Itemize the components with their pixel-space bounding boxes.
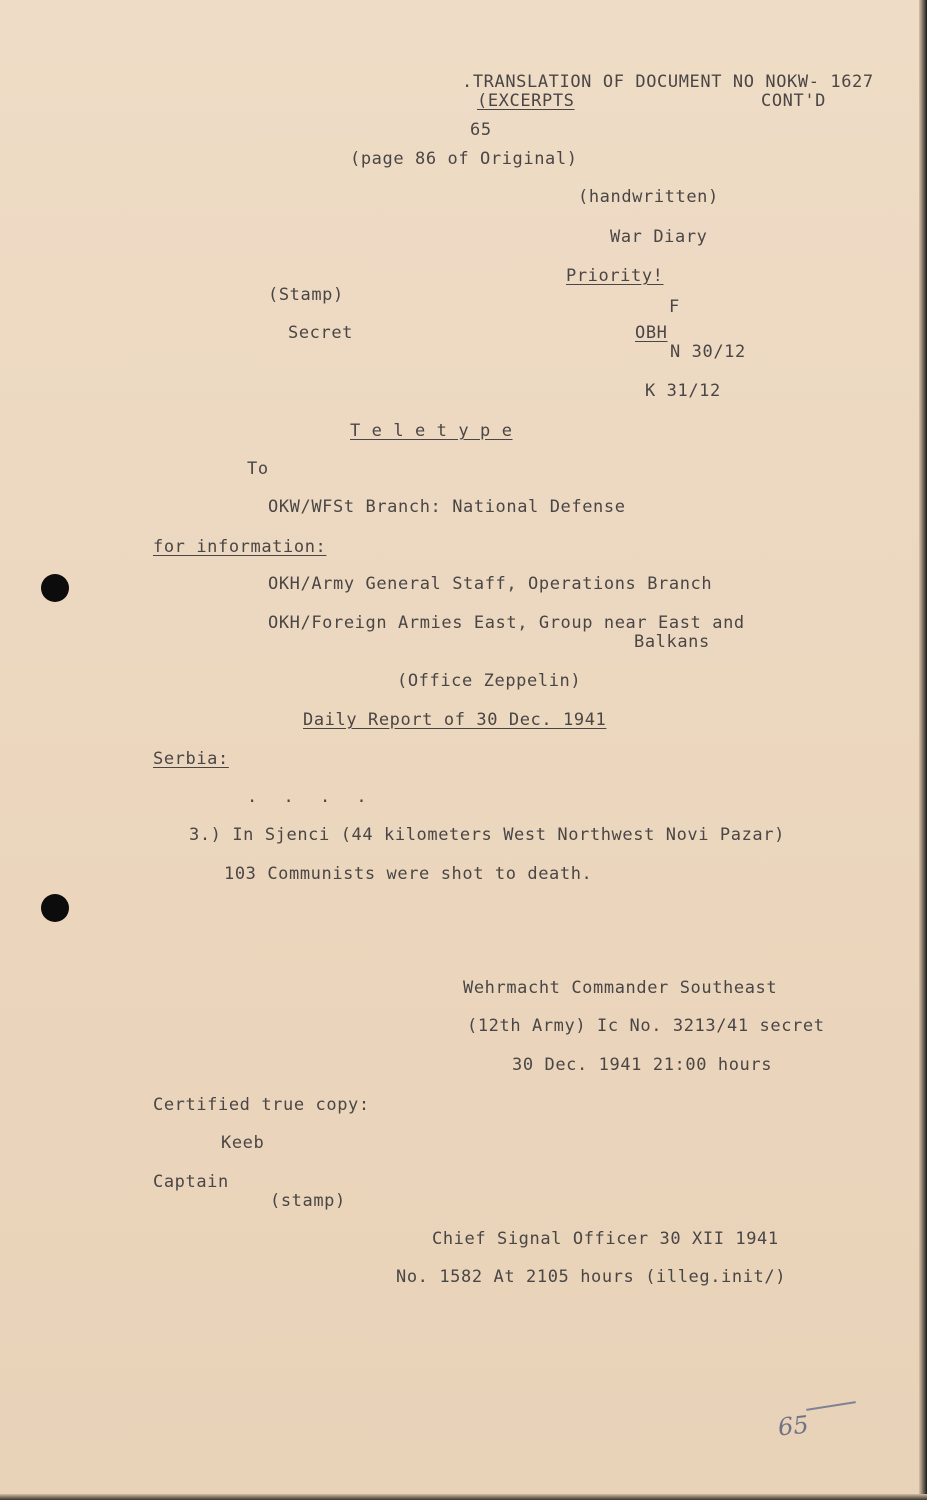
page-edge-shadow [919, 0, 927, 1500]
item-line: 3.) In Sjenci (44 kilometers West Northwest Novi Pazar) [189, 825, 785, 845]
signal-number-line: No. 1582 At 2105 hours (illeg.init/) [396, 1267, 787, 1287]
ellipsis: . . . . [247, 787, 375, 807]
secret-label: Secret [288, 323, 354, 343]
region-label: Serbia: [153, 749, 229, 769]
war-diary-label: War Diary [610, 227, 708, 247]
signature-line: (12th Army) Ic No. 3213/41 secret [467, 1016, 825, 1036]
code-f: F [669, 297, 680, 317]
item-line: 103 Communists were shot to death. [224, 864, 593, 884]
handwritten-note: (handwritten) [578, 187, 719, 207]
office-label: (Office Zeppelin) [397, 671, 582, 691]
obh-code: OBH [635, 323, 668, 343]
punch-hole-bottom [41, 894, 69, 922]
report-title: Daily Report of 30 Dec. 1941 [303, 710, 607, 730]
subtitle-excerpts: (EXCERPTS [477, 91, 575, 111]
to-label: To [247, 459, 269, 479]
original-page-note: (page 86 of Original) [350, 149, 578, 169]
certifier-rank: Captain [153, 1172, 229, 1192]
info-recipient: OKH/Foreign Armies East, Group near East and [268, 613, 745, 633]
certified-label: Certified true copy: [153, 1095, 370, 1115]
page-bottom-shadow [0, 1494, 927, 1500]
signature-line: Wehrmacht Commander Southeast [463, 978, 778, 998]
signature-line: 30 Dec. 1941 21:00 hours [512, 1055, 773, 1075]
info-recipient: OKH/Army General Staff, Operations Branch [268, 574, 713, 594]
certifier-name: Keeb [221, 1133, 265, 1153]
n-code: N 30/12 [670, 342, 746, 362]
info-recipient: Balkans [634, 632, 710, 652]
k-code: K 31/12 [645, 381, 721, 401]
subtitle-contd: CONT'D [761, 91, 827, 111]
priority-label: Priority! [566, 266, 664, 286]
document-title: .TRANSLATION OF DOCUMENT NO NOKW- 1627 [462, 72, 874, 92]
certifier-stamp: (stamp) [270, 1191, 346, 1211]
document-type-heading: T e l e t y p e [350, 421, 513, 441]
document-subtitle [477, 91, 832, 111]
page-reference: 65 [470, 120, 492, 140]
stamp-label: (Stamp) [268, 285, 344, 305]
signal-officer-line: Chief Signal Officer 30 XII 1941 [432, 1229, 779, 1249]
recipient-line: OKW/WFSt Branch: National Defense [268, 497, 626, 517]
info-label: for information: [153, 537, 327, 557]
punch-hole-top [41, 574, 69, 602]
handwritten-page-number: 65 [776, 1410, 810, 1442]
